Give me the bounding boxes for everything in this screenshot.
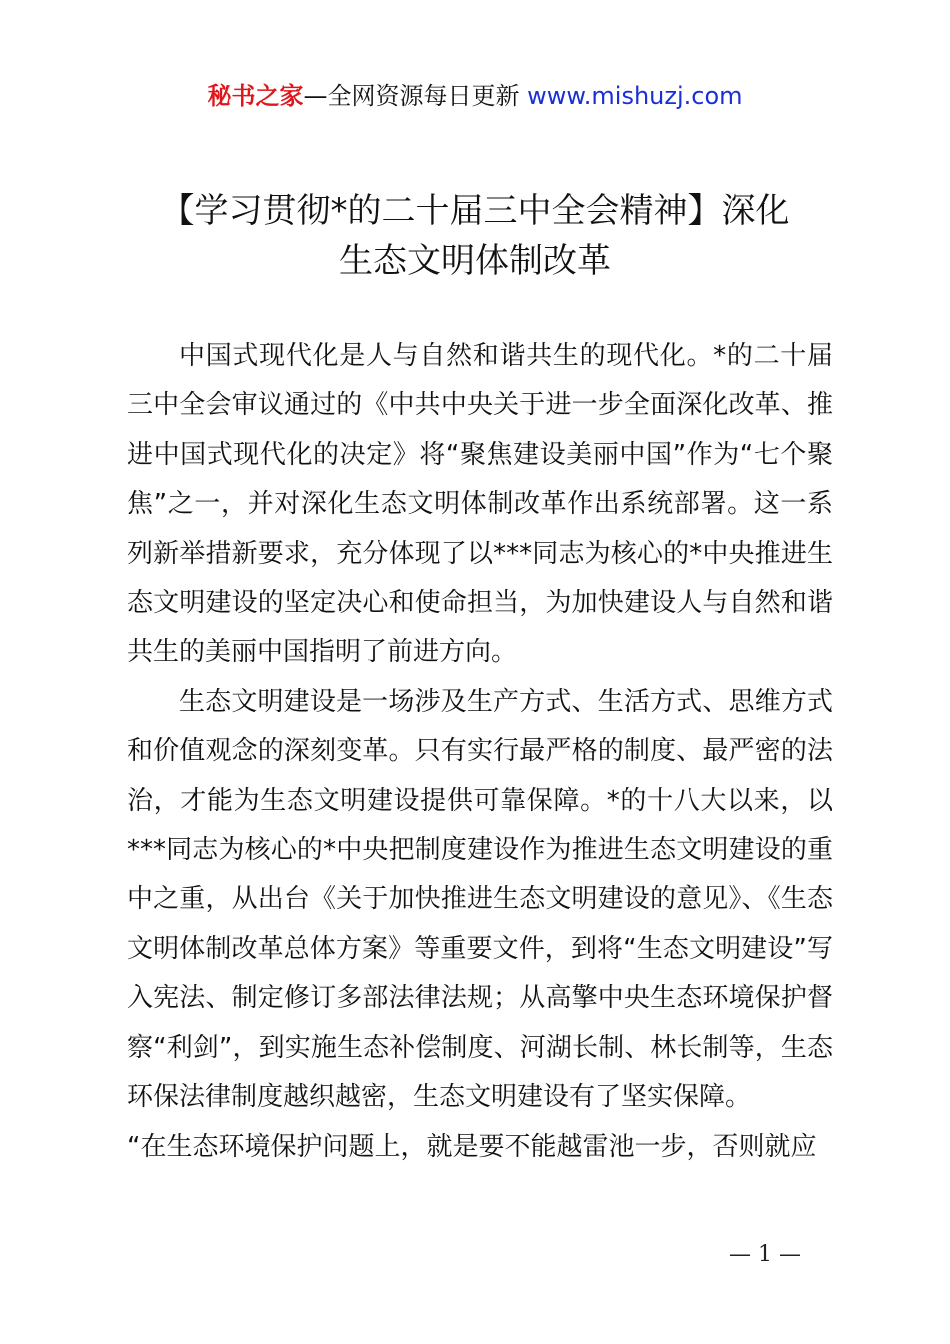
paragraph-1: 中国式现代化是人与自然和谐共生的现代化。*的二十届三中全会审议通过的《中共中央关于进一步全面深化改革、推进中国式现代化的决定》将“聚焦建设美丽中国”作为“七个聚焦”之一，并对深化生态文明体制改革作出系统部署。这一系列新举措新要求，充分体现了以***同志为核心的*中央推进生态文明建设的坚定决心和使命担当，为加快建设人与自然和谐共生的美丽中国指明了前进方向。 — [127, 341, 833, 668]
document-body — [127, 332, 833, 1172]
header-tagline: —全网资源每日更新 — [303, 82, 528, 110]
brand-name: 秘书之家 — [207, 82, 304, 110]
site-url[interactable]: www.mishuzj.com — [527, 82, 743, 110]
page-number: — 1 — — [729, 1242, 801, 1267]
title-line-1: 【学习贯彻*的二十届三中全会精神】深化 — [160, 191, 790, 231]
paragraph-3: “在生态环境保护问题上，就是要不能越雷池一步，否则就应 — [127, 1131, 817, 1162]
paragraph-2: 生态文明建设是一场涉及生产方式、生活方式、思维方式和价值观念的深刻变革。只有实行最严格的制度、最严密的法治，才能为生态文明建设提供可靠保障。*的十八大以来，以***同志为核心的*中央把制度建设作为推进生态文明建设的重中之重，从出台《关于加快推进生态文明建设的意见》、《生态文明体制改革总体方案》等重要文件，到将“生态文明建设”写入宪法、制定修订多部法律法规；从高擎中央生态环境保护督察“利剑”，到实施生态补偿制度、河湖长制、林长制等，生态环保法律制度越织越密，生态文明建设有了坚实保障。 — [127, 686, 833, 1113]
title-line-2: 生态文明体制改革 — [339, 241, 611, 281]
document-title — [100, 186, 850, 286]
site-header — [0, 80, 950, 112]
